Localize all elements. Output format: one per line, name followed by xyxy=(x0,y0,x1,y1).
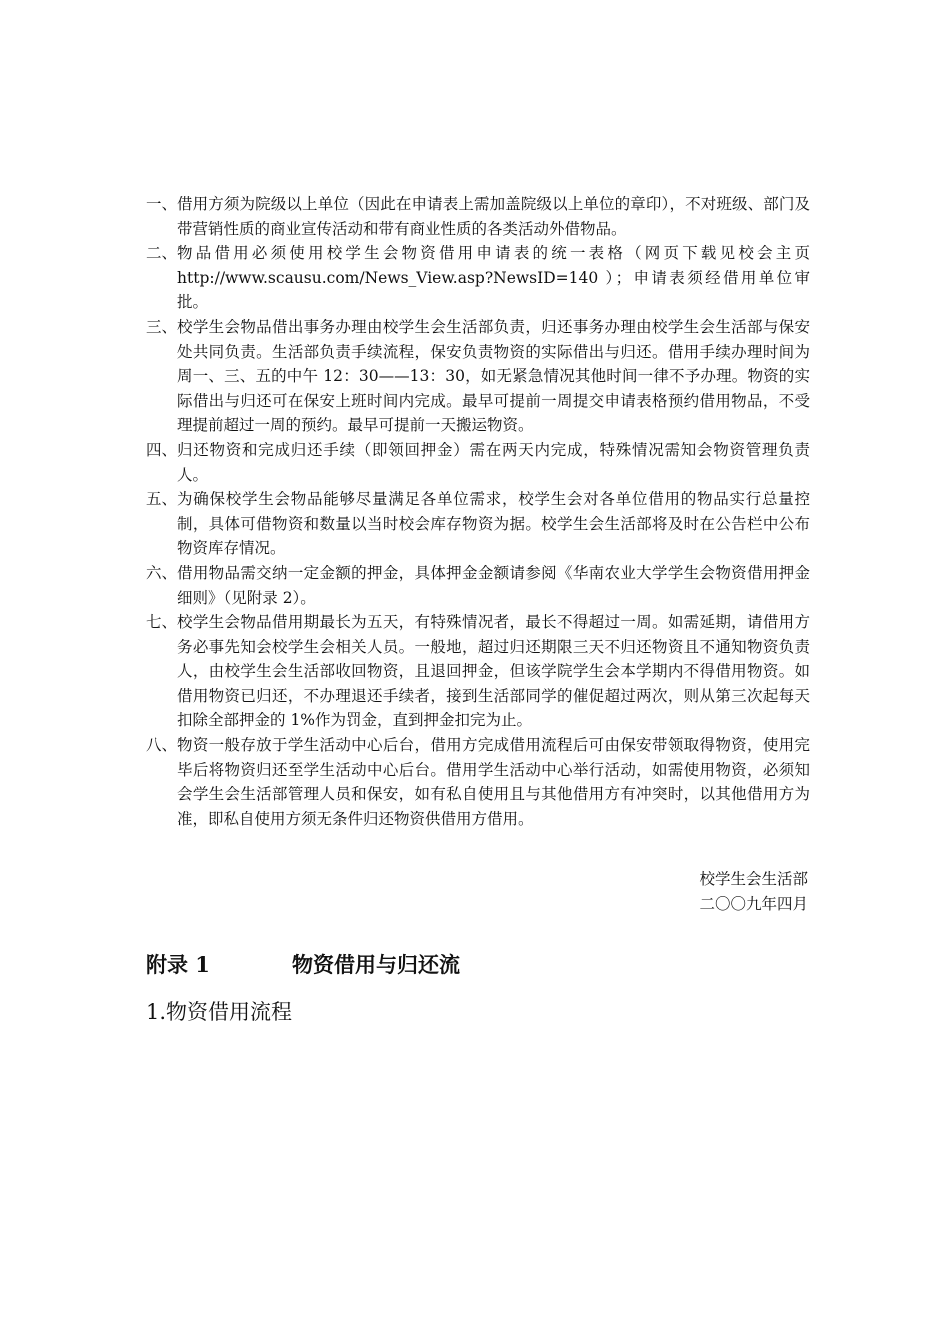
rule-number: 七、 xyxy=(146,613,178,632)
appendix-heading xyxy=(146,950,460,980)
rule-number: 三、 xyxy=(146,317,178,336)
rule-item-2 xyxy=(146,241,810,315)
rule-text: 归还物资和完成归还手续（即领回押金）需在两天内完成，特殊情况需知会物资管理负责人。 xyxy=(177,440,810,484)
rules-list xyxy=(146,192,810,831)
rule-number: 一、 xyxy=(146,195,178,213)
rule-item-3 xyxy=(146,315,810,438)
signature-date: 二〇〇九年四月 xyxy=(699,895,808,913)
rule-text: 借用方须为院级以上单位（因此在申请表上需加盖院级以上单位的章印），不对班级、部门及带营销性质的商业宣传活动和带有商业性质的各类活动外借物品。 xyxy=(177,195,810,238)
appendix-label: 附录 1 xyxy=(146,952,210,977)
rule-text: 校学生会物品借用期最长为五天，有特殊情况者，最长不得超过一周。如需延期，请借用方务必事先知会校学生会相关人员。一般地，超过归还期限三天不归还物资且不通知物资负责人，由校学生会生活部收回物资，且退回押金，但该学院学生会本学期内不得借用物资。如借用物资已归还，不办理退还手续者，接到生活部同学的催促超过两次，则从第三次起每天扣除全部押金的 1%作为罚金，直到押金扣完为止。 xyxy=(177,613,810,730)
rule-text: 校学生会物品借出事务办理由校学生会生活部负责，归还事务办理由校学生会生活部与保安处共同负责。生活部负责手续流程，保安负责物资的实际借出与归还。借用手续办理时间为周一、三、五的中午 12：30——13：30，如无紧急情况其他时间一律不予办理。物资的实际借出与归还可在保安上班时间内完成。最早可提前一周提交申请表格预约借用物品，不受理提前超过一周的预约。最早可提前一天搬运物资。 xyxy=(177,317,810,435)
rule-item-4 xyxy=(146,438,810,487)
rule-item-8 xyxy=(146,733,810,831)
rule-number: 二、 xyxy=(146,244,178,263)
rule-text: 物品借用必须使用校学生会物资借用申请表的统一表格（网页下载见校会主页 http://www.scausu.com/News_View.asp?NewsID=140 ）；申请表须经借用单位审批。 xyxy=(177,244,810,312)
rule-text: 为确保校学生会物品能够尽量满足各单位需求，校学生会对各单位借用的物品实行总量控制，具体可借物资和数量以当时校会库存物资为据。校学生会生活部将及时在公告栏中公布物资库存情况。 xyxy=(177,490,810,558)
signature-department: 校学生会生活部 xyxy=(699,870,808,888)
rule-item-5 xyxy=(146,487,810,561)
rule-number: 五、 xyxy=(146,490,178,509)
section-heading: 1.物资借用流程 xyxy=(146,1000,293,1024)
rule-item-6 xyxy=(146,561,810,610)
rule-number: 八、 xyxy=(146,736,178,755)
rule-text: 借用物品需交纳一定金额的押金，具体押金金额请参阅《华南农业大学学生会物资借用押金细则》（见附录 2）。 xyxy=(177,563,810,607)
rule-item-1 xyxy=(146,192,810,241)
rule-number: 六、 xyxy=(146,563,178,582)
rule-text: 物资一般存放于学生活动中心后台，借用方完成借用流程后可由保安带领取得物资，使用完毕后将物资归还至学生活动中心后台。借用学生活动中心举行活动，如需使用物资，必须知会学生会生活部管理人员和保安，如有私自使用且与其他借用方有冲突时，以其他借用方为准，即私自使用方须无条件归还物资供借用方借用。 xyxy=(177,736,810,828)
rule-number: 四、 xyxy=(146,440,178,459)
signature-block xyxy=(699,867,808,917)
rule-item-7 xyxy=(146,610,810,733)
appendix-title: 物资借用与归还流 xyxy=(292,952,460,977)
